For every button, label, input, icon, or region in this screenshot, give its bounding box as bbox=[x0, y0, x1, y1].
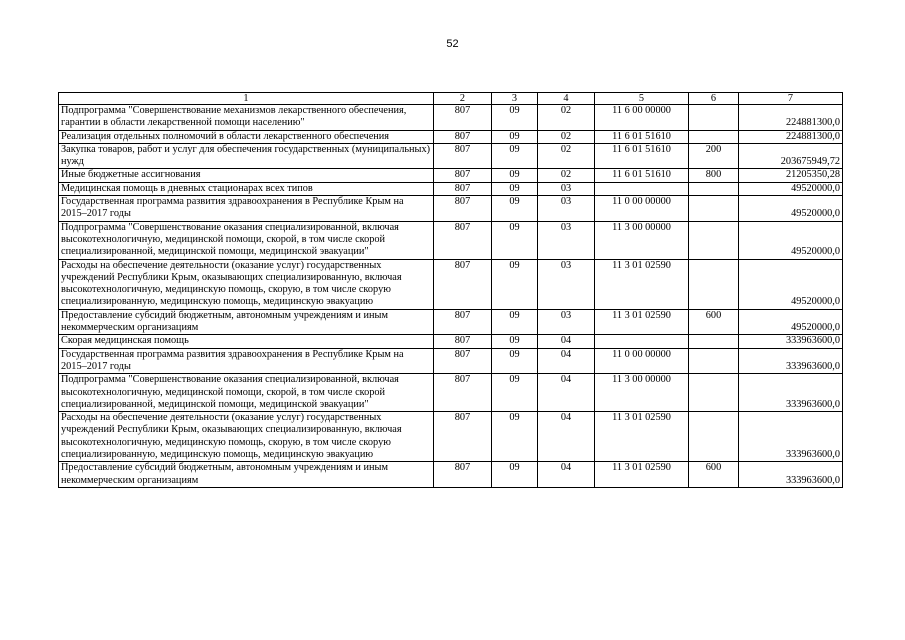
name-cell: Государственная программа развития здравоохранения в Республике Крым на 2015–2017 годы bbox=[59, 348, 434, 374]
name-cell: Медицинская помощь в дневных стационарах всех типов bbox=[59, 182, 434, 195]
code-cell: 200 bbox=[689, 143, 739, 169]
header-cell: 2 bbox=[434, 93, 492, 105]
table-row bbox=[59, 462, 843, 488]
sum-cell: 21205350,28 bbox=[739, 169, 843, 182]
sum-cell: 49520000,0 bbox=[739, 221, 843, 259]
code-cell: 11 0 00 00000 bbox=[595, 196, 689, 222]
code-cell: 09 bbox=[492, 462, 538, 488]
name-cell: Закупка товаров, работ и услуг для обеспечения государственных (муниципальных) нужд bbox=[59, 143, 434, 169]
code-cell: 807 bbox=[434, 348, 492, 374]
code-cell: 11 6 01 51610 bbox=[595, 130, 689, 143]
sum-cell: 224881300,0 bbox=[739, 130, 843, 143]
code-cell bbox=[595, 335, 689, 348]
sum-cell: 224881300,0 bbox=[739, 105, 843, 131]
code-cell bbox=[689, 412, 739, 462]
code-cell: 807 bbox=[434, 143, 492, 169]
name-cell: Иные бюджетные ассигнования bbox=[59, 169, 434, 182]
code-cell: 03 bbox=[538, 182, 595, 195]
name-cell: Подпрограмма "Совершенствование оказания специализированной, включая высокотехнологичную, медицинской помощи, скорой, в том числе скорой специализированной, медицинской помощи, медицинской эвакуации" bbox=[59, 374, 434, 412]
name-cell: Расходы на обеспечение деятельности (оказание услуг) государственных учреждений Республики Крым, оказывающих специализированную, включая высокотехнологичную, медицинскую помощь, скорую, в том числе скорую специализированную, медицинскую помощь, медицинскую эвакуацию bbox=[59, 412, 434, 462]
code-cell: 807 bbox=[434, 259, 492, 309]
code-cell: 807 bbox=[434, 309, 492, 335]
code-cell: 04 bbox=[538, 348, 595, 374]
code-cell bbox=[689, 182, 739, 195]
code-cell: 11 0 00 00000 bbox=[595, 348, 689, 374]
table-header-row bbox=[59, 93, 843, 105]
code-cell: 09 bbox=[492, 221, 538, 259]
code-cell bbox=[595, 182, 689, 195]
code-cell: 04 bbox=[538, 335, 595, 348]
code-cell: 09 bbox=[492, 169, 538, 182]
code-cell: 09 bbox=[492, 412, 538, 462]
code-cell: 04 bbox=[538, 462, 595, 488]
code-cell: 09 bbox=[492, 105, 538, 131]
code-cell: 09 bbox=[492, 374, 538, 412]
code-cell: 600 bbox=[689, 462, 739, 488]
sum-cell: 333963600,0 bbox=[739, 462, 843, 488]
table-row bbox=[59, 412, 843, 462]
code-cell: 03 bbox=[538, 259, 595, 309]
code-cell: 03 bbox=[538, 221, 595, 259]
code-cell: 11 3 00 00000 bbox=[595, 374, 689, 412]
code-cell: 807 bbox=[434, 169, 492, 182]
header-cell: 3 bbox=[492, 93, 538, 105]
budget-table bbox=[58, 92, 843, 488]
sum-cell: 203675949,72 bbox=[739, 143, 843, 169]
code-cell: 807 bbox=[434, 196, 492, 222]
code-cell: 09 bbox=[492, 130, 538, 143]
sum-cell: 49520000,0 bbox=[739, 259, 843, 309]
sum-cell: 333963600,0 bbox=[739, 335, 843, 348]
name-cell: Реализация отдельных полномочий в области лекарственного обеспечения bbox=[59, 130, 434, 143]
name-cell: Подпрограмма "Совершенствование оказания специализированной, включая высокотехнологичную, медицинской помощи, скорой, в том числе скорой специализированной, медицинской помощи, медицинской эвакуации" bbox=[59, 221, 434, 259]
code-cell: 04 bbox=[538, 412, 595, 462]
code-cell: 03 bbox=[538, 196, 595, 222]
code-cell: 807 bbox=[434, 105, 492, 131]
code-cell bbox=[689, 221, 739, 259]
table-row bbox=[59, 309, 843, 335]
code-cell: 11 3 01 02590 bbox=[595, 259, 689, 309]
code-cell: 11 6 01 51610 bbox=[595, 143, 689, 169]
code-cell: 09 bbox=[492, 309, 538, 335]
code-cell: 11 3 01 02590 bbox=[595, 309, 689, 335]
code-cell bbox=[689, 105, 739, 131]
code-cell: 807 bbox=[434, 221, 492, 259]
code-cell: 807 bbox=[434, 462, 492, 488]
code-cell: 09 bbox=[492, 259, 538, 309]
code-cell: 807 bbox=[434, 182, 492, 195]
code-cell bbox=[689, 374, 739, 412]
code-cell: 11 6 00 00000 bbox=[595, 105, 689, 131]
code-cell: 800 bbox=[689, 169, 739, 182]
table-row bbox=[59, 259, 843, 309]
code-cell: 600 bbox=[689, 309, 739, 335]
code-cell: 807 bbox=[434, 374, 492, 412]
code-cell: 11 3 01 02590 bbox=[595, 462, 689, 488]
code-cell bbox=[689, 348, 739, 374]
sum-cell: 49520000,0 bbox=[739, 309, 843, 335]
table-row bbox=[59, 182, 843, 195]
code-cell bbox=[689, 259, 739, 309]
code-cell: 11 3 01 02590 bbox=[595, 412, 689, 462]
code-cell: 09 bbox=[492, 143, 538, 169]
table-row bbox=[59, 348, 843, 374]
code-cell: 09 bbox=[492, 348, 538, 374]
table-row bbox=[59, 169, 843, 182]
sum-cell: 333963600,0 bbox=[739, 348, 843, 374]
code-cell: 02 bbox=[538, 143, 595, 169]
table-row bbox=[59, 221, 843, 259]
name-cell: Предоставление субсидий бюджетным, автономным учреждениям и иным некоммерческим организациям bbox=[59, 462, 434, 488]
code-cell: 807 bbox=[434, 412, 492, 462]
sum-cell: 333963600,0 bbox=[739, 374, 843, 412]
name-cell: Подпрограмма "Совершенствование механизмов лекарственного обеспечения, гарантии в области лекарственной помощи населению" bbox=[59, 105, 434, 131]
code-cell: 09 bbox=[492, 335, 538, 348]
code-cell: 11 3 00 00000 bbox=[595, 221, 689, 259]
table-row bbox=[59, 130, 843, 143]
code-cell: 11 6 01 51610 bbox=[595, 169, 689, 182]
code-cell: 02 bbox=[538, 105, 595, 131]
table-row bbox=[59, 196, 843, 222]
code-cell: 807 bbox=[434, 335, 492, 348]
code-cell: 03 bbox=[538, 309, 595, 335]
code-cell: 09 bbox=[492, 196, 538, 222]
code-cell: 02 bbox=[538, 169, 595, 182]
name-cell: Государственная программа развития здравоохранения в Республике Крым на 2015–2017 годы bbox=[59, 196, 434, 222]
header-cell: 4 bbox=[538, 93, 595, 105]
code-cell bbox=[689, 130, 739, 143]
table-row bbox=[59, 105, 843, 131]
code-cell bbox=[689, 335, 739, 348]
name-cell: Расходы на обеспечение деятельности (оказание услуг) государственных учреждений Республики Крым, оказывающих специализированную, включая высокотехнологичную, медицинскую помощь, скорую, в том числе скорую специализированную, медицинскую помощь, медицинскую эвакуацию bbox=[59, 259, 434, 309]
name-cell: Скорая медицинская помощь bbox=[59, 335, 434, 348]
header-cell: 6 bbox=[689, 93, 739, 105]
code-cell: 09 bbox=[492, 182, 538, 195]
table-row bbox=[59, 374, 843, 412]
table-row bbox=[59, 143, 843, 169]
code-cell: 02 bbox=[538, 130, 595, 143]
sum-cell: 49520000,0 bbox=[739, 182, 843, 195]
page-number: 52 bbox=[446, 38, 459, 50]
header-cell: 1 bbox=[59, 93, 434, 105]
header-cell: 5 bbox=[595, 93, 689, 105]
header-cell: 7 bbox=[739, 93, 843, 105]
sum-cell: 333963600,0 bbox=[739, 412, 843, 462]
table-row bbox=[59, 335, 843, 348]
name-cell: Предоставление субсидий бюджетным, автономным учреждениям и иным некоммерческим организациям bbox=[59, 309, 434, 335]
sum-cell: 49520000,0 bbox=[739, 196, 843, 222]
code-cell: 807 bbox=[434, 130, 492, 143]
code-cell: 04 bbox=[538, 374, 595, 412]
code-cell bbox=[689, 196, 739, 222]
